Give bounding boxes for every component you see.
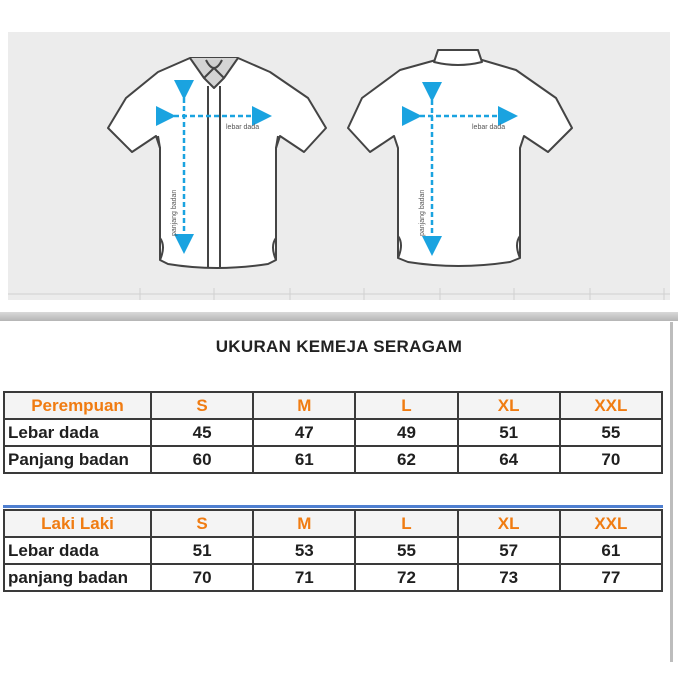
table-cell: 51	[151, 537, 253, 564]
header-size: XXL	[560, 392, 662, 419]
table-row	[4, 537, 662, 564]
row-label: Lebar dada	[4, 537, 151, 564]
table-cell: 70	[151, 564, 253, 591]
table-cell: 73	[458, 564, 560, 591]
table-cell: 61	[253, 446, 355, 473]
row-label: panjang badan	[4, 564, 151, 591]
front-length-label: panjang badan	[171, 189, 178, 236]
back-chest-label: lebar dada	[472, 124, 506, 131]
women-size-table	[3, 391, 663, 474]
back-shirt	[348, 50, 572, 266]
right-edge-shadow	[670, 322, 673, 662]
table-cell: 45	[151, 419, 253, 446]
row-label: Panjang badan	[4, 446, 151, 473]
page-title: UKURAN KEMEJA SERAGAM	[215, 337, 463, 356]
accent-line	[3, 505, 663, 508]
table-cell: 49	[355, 419, 457, 446]
table-row	[4, 446, 662, 473]
shirt-diagram	[8, 32, 670, 300]
front-shirt	[108, 58, 326, 268]
table-row	[4, 564, 662, 591]
table-cell: 51	[458, 419, 560, 446]
table-cell: 62	[355, 446, 457, 473]
table-cell: 47	[253, 419, 355, 446]
shirt-illustration-panel	[8, 32, 670, 300]
table-cell: 57	[458, 537, 560, 564]
table-cell: 61	[560, 537, 662, 564]
table-row	[4, 419, 662, 446]
header-size: L	[355, 392, 457, 419]
table-cell: 71	[253, 564, 355, 591]
table-cell: 72	[355, 564, 457, 591]
table-cell: 55	[560, 419, 662, 446]
table-cell: 77	[560, 564, 662, 591]
header-category: Perempuan	[4, 392, 151, 419]
header-size: M	[253, 392, 355, 419]
table-cell: 53	[253, 537, 355, 564]
table-header-row	[4, 392, 662, 419]
table-cell: 55	[355, 537, 457, 564]
header-size: XL	[458, 392, 560, 419]
header-size: M	[253, 510, 355, 537]
men-size-table	[3, 509, 663, 592]
header-size: XXL	[560, 510, 662, 537]
row-label: Lebar dada	[4, 419, 151, 446]
header-category: Laki Laki	[4, 510, 151, 537]
header-size: XL	[458, 510, 560, 537]
header-size: L	[355, 510, 457, 537]
section-divider	[0, 312, 678, 321]
front-chest-label: lebar dada	[226, 124, 260, 131]
table-cell: 70	[560, 446, 662, 473]
table-cell: 64	[458, 446, 560, 473]
table-cell: 60	[151, 446, 253, 473]
header-size: S	[151, 510, 253, 537]
table-header-row	[4, 510, 662, 537]
header-size: S	[151, 392, 253, 419]
panel-baseline	[8, 288, 670, 300]
back-length-label: panjang badan	[419, 189, 426, 236]
